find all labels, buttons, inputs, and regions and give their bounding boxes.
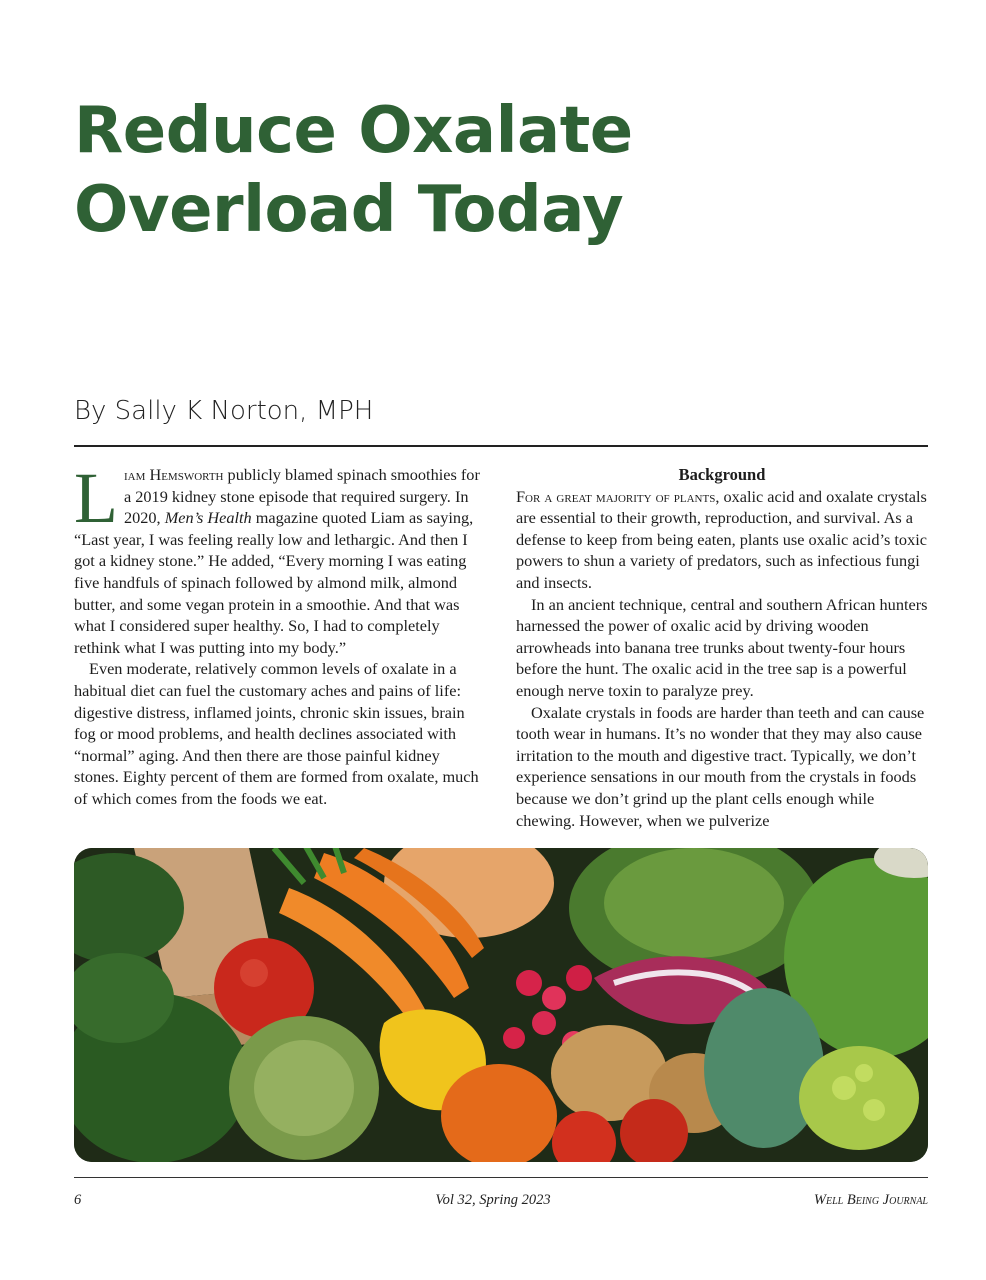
lead-in-smallcaps: For a great majority of plants <box>516 486 716 506</box>
left-column <box>74 458 486 810</box>
vegetables-photo <box>74 848 928 1162</box>
body-paragraph <box>516 486 928 594</box>
byline: By Sally K Norton, MPH <box>74 396 374 426</box>
right-column <box>516 464 928 831</box>
drop-cap: L <box>74 458 118 538</box>
body-paragraph: Even moderate, relatively common levels of oxalate in a habitual diet can fuel the customary aches and pains of life: digestive distress, inflamed joints, chronic skin issues, brain fog or mood problems, and health declines associated with “normal” aging. And then there are those painful kidney stones. Eighty percent of them are formed from oxalate, much of which comes from the foods we eat. <box>74 659 479 808</box>
intro-text-a: publicly blamed spinach smoothies for a 2019 kidney stone episode that required surgery. In 2020, <box>123 465 480 528</box>
section-heading: Background <box>678 465 766 484</box>
journal-name: Well Being Journal <box>813 1192 928 1208</box>
footer-divider <box>74 1177 928 1178</box>
paragraph-text: , oxalic acid and oxalate crystals are essential to their growth, reproduction, and survival. As a defense to keep from being eaten, plants use oxalic acid’s toxic powers to shun a variety of predators, such as infectious fungi and insects. <box>516 486 927 592</box>
intro-paragraph <box>74 458 486 658</box>
magazine-name: Men’s Health <box>164 508 252 528</box>
intro-text-b: magazine quoted Liam as saying, “Last year, I was feeling really low and lethargic. And then I got a kidney stone.” He added, “Every morning I was eating five handfuls of spinach followed by almond milk, almond butter, and some vegan protein in a smoothie. And that was what I considered super healthy. So, I had to completely rethink what I was putting into my body.” <box>74 508 474 657</box>
body-paragraph: Oxalate crystals in foods are harder than teeth and can cause tooth wear in humans. It’s no wonder that they may also cause irritation to the mouth and digestive tract. Typically, we don’t experience sensations in our mouth from the crystals in foods because we don’t grind up the plant cells enough while chewing. However, when we pulverize <box>516 702 925 830</box>
issue-label: Vol 32, Spring 2023 <box>435 1192 551 1208</box>
vegetables-illustration <box>74 848 928 1162</box>
header-divider <box>74 445 928 447</box>
body-paragraph: In an ancient technique, central and southern African hunters harnessed the power of oxalic acid by driving wooden arrowheads into banana tree trunks about twenty-four hours before the hunt. The oxalic acid in the tree sap is a powerful enough nerve toxin to paralyze prey. <box>516 594 928 700</box>
article-title: Reduce Oxalate Overload Today <box>74 94 633 247</box>
lead-in-smallcaps: iam Hemsworth <box>123 465 224 484</box>
page-number: 6 <box>74 1192 82 1208</box>
